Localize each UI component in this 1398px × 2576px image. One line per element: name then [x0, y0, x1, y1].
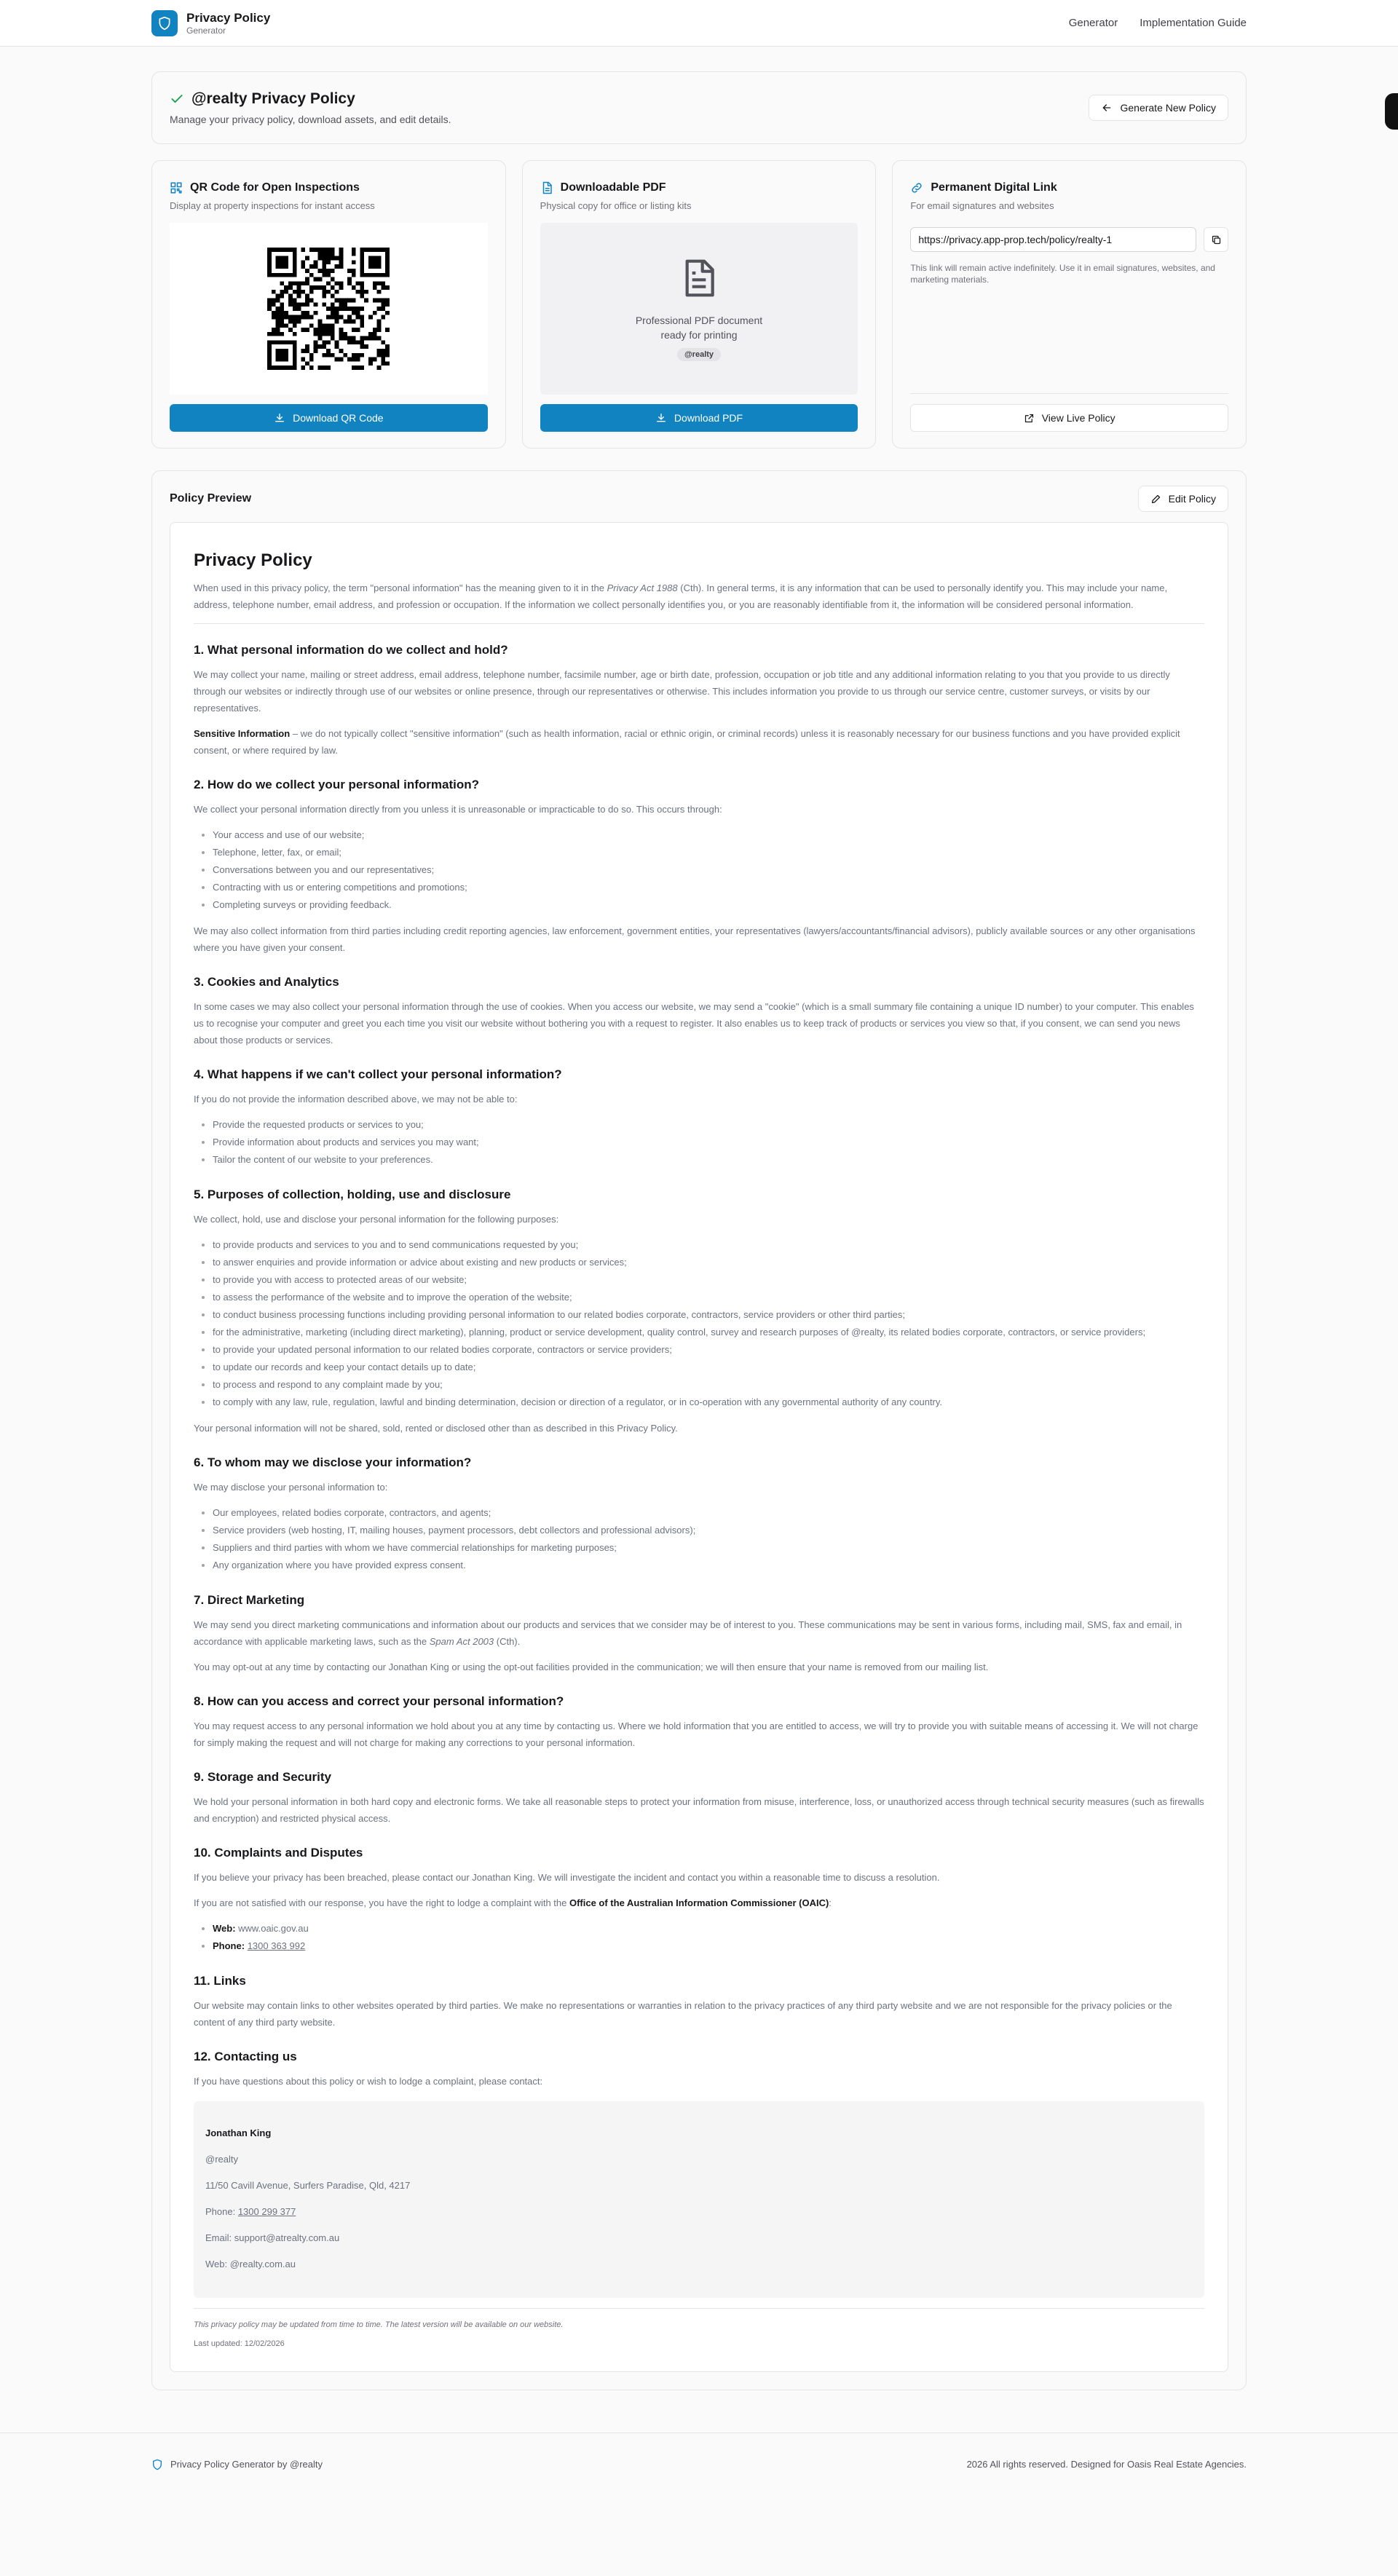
shield-icon [151, 2459, 163, 2470]
external-link-icon [1024, 413, 1035, 424]
section-2-list [194, 826, 1204, 914]
section-2-title: 2. How do we collect your personal information? [194, 778, 479, 791]
list-item: • Provide the requested products or services to you; [213, 1116, 1204, 1134]
section-5-text-2: Your personal information will not be shared, sold, rented or disclosed other than as described in this Privacy Policy. [194, 1423, 678, 1434]
section-12-title: 12. Contacting us [194, 2050, 297, 2063]
pdf-preview-text [636, 313, 762, 342]
footer-copyright: 2026 All rights reserved. Designed for Oasis Real Estate Agencies. [966, 2459, 1247, 2470]
generate-new-policy-button[interactable] [1089, 95, 1228, 121]
section-2-text: We collect your personal information directly from you unless it is unreasonable or impracticable to do so. This occurs through: [194, 804, 722, 815]
section-3-text: In some cases we may also collect your personal information through the use of cookies. When you access our website, we may send a "cookie" (which is a small summary file containing a unique ID number) to your computer. This enables us to recognise your computer and greet you each time you visit our website without bothering you with a request to register. It also enables us to keep track of products or services you view so that, if you consent, we can send you news about those products or services. [194, 1001, 1194, 1046]
section-7-text-2: You may opt-out at any time by contacting our Jonathan King or using the opt-out facilities provided in the communication; we will then ensure that your name is removed from our mailing list. [194, 1662, 989, 1672]
oaic-text-a: If you are not satisfied with our response, you have the right to lodge a complaint with the [194, 1897, 569, 1908]
contact-phone [205, 2199, 1193, 2225]
section-8-text: You may request access to any personal information we hold about you at any time by contacting us. Where we hold information that you are entitled to access, we will try to provide you with suitable means of accessing it. We will not charge for simply making the request and will not charge for making any corrections to your personal information. [194, 1720, 1198, 1748]
app-subtitle: Generator [186, 25, 226, 36]
list-item: • Completing surveys or providing feedback. [213, 896, 1204, 914]
qr-card [151, 160, 506, 449]
file-text-icon [540, 181, 553, 194]
section-7-text-b: (Cth). [494, 1636, 521, 1647]
section-2-text-2: We may also collect information from third parties including credit reporting agencies, law enforcement, government entities, your representatives (lawyers/accountants/financial advisors), publicly available sources or any other organisations where you have given your consent. [194, 925, 1196, 953]
link-icon [910, 181, 923, 194]
policy-intro [194, 580, 1204, 613]
preview-header [170, 486, 1228, 512]
qr-code-preview [170, 223, 488, 395]
document-icon [679, 256, 719, 300]
list-item: • Provide information about products and services you may want; [213, 1134, 1204, 1151]
oaic-contact-list [194, 1920, 1204, 1955]
copy-icon [1211, 234, 1222, 245]
link-title-text: Permanent Digital Link [931, 181, 1057, 194]
sensitive-info-body: – we do not typically collect "sensitive information" (such as health information, racial or ethnic origin, or criminal records) unless it is reasonably necessary for our business functions and you have provided explicit consent, or where required by law. [194, 728, 1180, 756]
intro-text-a: When used in this privacy policy, the term "personal information" has the meaning given to it in the [194, 582, 607, 593]
qr-title-text: QR Code for Open Inspections [190, 181, 360, 194]
policy-title [170, 90, 451, 108]
footer-brand [151, 2459, 323, 2470]
sensitive-info-text [194, 725, 1204, 759]
link-card [892, 160, 1247, 449]
list-item: • Suppliers and third parties with whom we have commercial relationships for marketing purposes; [213, 1539, 1204, 1557]
section-8-title: 8. How can you access and correct your personal information? [194, 1694, 564, 1708]
section-4-title: 4. What happens if we can't collect your personal information? [194, 1067, 562, 1081]
download-pdf-label: Download PDF [674, 412, 743, 424]
section-11-text: Our website may contain links to other websites operated by third parties. We make no representations or warranties in relation to the privacy practices of any third party website and we are not responsible for the privacy policies or the content of any third party website. [194, 2000, 1172, 2028]
permanent-link-field[interactable]: https://privacy.app-prop.tech/policy/realty-1 [910, 227, 1196, 252]
list-item: • to assess the performance of the website and to improve the operation of the website; [213, 1289, 1204, 1306]
spam-act: Spam Act 2003 [429, 1636, 494, 1647]
intro-act: Privacy Act 1988 [607, 582, 678, 593]
oaic-name: Office of the Australian Information Commissioner (OAIC) [569, 1897, 829, 1908]
list-item: • to process and respond to any complaint made by you; [213, 1376, 1204, 1394]
section-4-list [194, 1116, 1204, 1169]
oaic-web [213, 1920, 1204, 1937]
qr-card-title [170, 181, 488, 194]
pdf-preview-line-1: Professional PDF document [635, 315, 763, 326]
download-icon [655, 412, 667, 424]
link-row [910, 227, 1228, 252]
pdf-title-text: Downloadable PDF [560, 181, 666, 194]
app-title: Privacy Policy [186, 10, 271, 25]
list-item: • to conduct business processing functions including providing personal information to our related bodies corporate, contractors, service providers or other third parties; [213, 1306, 1204, 1324]
pdf-preview [540, 223, 858, 395]
arrow-left-icon [1101, 102, 1113, 114]
section-7-text [194, 1616, 1204, 1650]
section-12-text: If you have questions about this policy or wish to lodge a complaint, please contact: [194, 2076, 543, 2087]
policy-preview [151, 470, 1247, 2390]
section-6-title: 6. To whom may we disclose your information? [194, 1455, 472, 1469]
contact-web: Web: @realty.com.au [205, 2259, 296, 2269]
section-7-title: 7. Direct Marketing [194, 1593, 305, 1607]
contact-company: @realty [205, 2154, 238, 2165]
section-11-title: 11. Links [194, 1974, 246, 1988]
section-5-text: We collect, hold, use and disclose your personal information for the following purposes: [194, 1214, 559, 1225]
section-5-list [194, 1236, 1204, 1411]
list-item: • to comply with any law, rule, regulation, lawful and binding determination, decision or direction of a regulator, or in co-operation with any governmental authority of any country. [213, 1394, 1204, 1411]
generate-new-policy-label: Generate New Policy [1120, 102, 1216, 114]
section-10-title: 10. Complaints and Disputes [194, 1846, 363, 1860]
list-item: • to update our records and keep your contact details up to date; [213, 1359, 1204, 1376]
link-card-title [910, 181, 1228, 194]
sensitive-info-label: Sensitive Information [194, 728, 291, 739]
section-1-title: 1. What personal information do we collect and hold? [194, 643, 508, 657]
contact-email: Email: support@atrealty.com.au [205, 2232, 340, 2243]
pdf-card-title [540, 181, 858, 194]
qr-card-subtitle: Display at property inspections for instant access [170, 200, 375, 211]
download-qr-label: Download QR Code [293, 412, 384, 424]
pdf-preview-line-2: ready for printing [660, 329, 738, 341]
top-bar [0, 0, 1398, 47]
list-item: • Any organization where you have provided express consent. [213, 1557, 1204, 1574]
list-item: • to provide you with access to protected areas of our website; [213, 1271, 1204, 1289]
preview-title: Policy Preview [170, 492, 252, 505]
pdf-card-subtitle: Physical copy for office or listing kits [540, 200, 692, 211]
policy-subtitle: Manage your privacy policy, download assets, and edit details. [170, 114, 451, 125]
policy-footnote: This privacy policy may be updated from time to time. The latest version will be available on our website. [194, 2320, 564, 2329]
link-divider [910, 393, 1228, 394]
view-live-policy-label: View Live Policy [1041, 412, 1115, 424]
list-item: • Our employees, related bodies corporate, contractors, and agents; [213, 1504, 1204, 1522]
section-7-text-a: We may send you direct marketing communications and information about our products and services that we consider may be of interest to you. These communications may be sent in various forms, including mail, SMS, fax and email, in accordance with applicable marketing laws, such as the [194, 1619, 1182, 1647]
edit-policy-button[interactable] [1138, 486, 1228, 512]
section-9-title: 9. Storage and Security [194, 1770, 331, 1784]
oaic-web-value: www.oaic.gov.au [235, 1923, 309, 1934]
shield-logo-icon [151, 10, 178, 36]
contact-card [194, 2101, 1204, 2298]
list-item: • Service providers (web hosting, IT, mailing houses, payment processors, debt collectors and professional advisors); [213, 1522, 1204, 1539]
top-nav [1069, 17, 1247, 29]
brand[interactable] [151, 10, 270, 36]
policy-heading: Privacy Policy [194, 550, 312, 570]
nav-generator[interactable]: Generator [1068, 17, 1118, 29]
list-item: • Tailor the content of our website to your preferences. [213, 1151, 1204, 1169]
oaic-phone [213, 1937, 1204, 1955]
asset-cards [151, 160, 1247, 449]
policy-hero [151, 71, 1247, 144]
edit-policy-label: Edit Policy [1168, 493, 1216, 505]
list-item: • for the administrative, marketing (including direct marketing), planning, product or service development, quality control, survey and research purposes of @realty, its related bodies corporate, contractors, or service providers; [213, 1324, 1204, 1341]
contact-address: 11/50 Cavill Avenue, Surfers Paradise, Qld, 4217 [205, 2180, 411, 2191]
main-content [151, 71, 1247, 2390]
policy-title-text: @realty Privacy Policy [191, 90, 355, 107]
oaic-phone-label: Phone: [213, 1940, 245, 1951]
view-live-policy-button[interactable] [910, 404, 1228, 432]
section-9-text: We hold your personal information in both hard copy and electronic forms. We take all reasonable steps to protect your information from misuse, interference, loss, or unauthorized access through technical security measures (such as firewalls and encryption) and restricted physical access. [194, 1796, 1204, 1824]
oaic-text-c: : [829, 1897, 832, 1908]
side-tab[interactable] [1385, 93, 1398, 130]
link-note: This link will remain active indefinitely. Use it in email signatures, websites, and marketing materials. [910, 263, 1215, 285]
contact-phone-label: Phone: [205, 2206, 238, 2217]
check-icon [170, 92, 184, 106]
list-item: • to provide your updated personal information to our related bodies corporate, contractors or service providers; [213, 1341, 1204, 1359]
section-6-list [194, 1504, 1204, 1574]
pdf-brand-badge: @realty [677, 348, 721, 361]
page-footer [0, 2433, 1398, 2495]
section-10-text-2 [194, 1895, 1204, 1911]
pencil-icon [1150, 494, 1161, 505]
intro-text-b: (Cth). In general terms, it is any information that can be used to personally identify you. This may include your name, address, telephone number, email address, and profession or occupation. If the information we collect personally identifies you, or you are reasonably identifiable from it, the information will be considered personal information. [194, 582, 1168, 610]
copy-link-button[interactable] [1204, 227, 1228, 252]
list-item: • Your access and use of our website; [213, 826, 1204, 844]
footer-brand-text: Privacy Policy Generator by @realty [170, 2459, 323, 2470]
footnote-divider [194, 2308, 1204, 2309]
download-icon [274, 412, 285, 424]
contact-phone-link[interactable]: 1300 299 377 [237, 2206, 296, 2217]
section-5-title: 5. Purposes of collection, holding, use and disclosure [194, 1188, 511, 1201]
intro-divider [194, 623, 1204, 624]
list-item: • Telephone, letter, fax, or email; [213, 844, 1204, 861]
section-1-text: We may collect your name, mailing or street address, email address, telephone number, facsimile number, age or birth date, profession, occupation or job title and any additional information relating to you that you provide to us directly through our websites or indirectly through use of our websites or online presence, through our representatives or otherwise. This includes information you provide to us through our service centre, customer surveys, or visits by our representatives. [194, 669, 1170, 714]
section-4-text: If you do not provide the information described above, we may not be able to: [194, 1094, 518, 1105]
pdf-card [522, 160, 877, 449]
section-3-title: 3. Cookies and Analytics [194, 975, 339, 989]
oaic-web-label: Web: [213, 1923, 236, 1934]
link-card-subtitle: For email signatures and websites [910, 200, 1054, 211]
last-updated: Last updated: 12/02/2026 [194, 2339, 285, 2348]
list-item: • to answer enquiries and provide information or advice about existing and new products or services; [213, 1254, 1204, 1271]
list-item: • Conversations between you and our representatives; [213, 861, 1204, 879]
download-qr-button[interactable] [170, 404, 488, 432]
contact-name: Jonathan King [205, 2127, 272, 2138]
qr-code-icon [170, 181, 183, 194]
download-pdf-button[interactable] [540, 404, 858, 432]
qr-code-image [267, 248, 390, 370]
policy-document [170, 522, 1228, 2372]
oaic-phone-link[interactable]: 1300 363 992 [247, 1940, 306, 1951]
list-item: • to provide products and services to you and to send communications requested by you; [213, 1236, 1204, 1254]
nav-implementation-guide[interactable]: Implementation Guide [1140, 17, 1247, 29]
section-6-text: We may disclose your personal information to: [194, 1482, 388, 1493]
list-item: • Contracting with us or entering competitions and promotions; [213, 879, 1204, 896]
section-10-text: If you believe your privacy has been breached, please contact our Jonathan King. We will investigate the incident and contact you within a reasonable time to discuss a resolution. [194, 1872, 940, 1883]
